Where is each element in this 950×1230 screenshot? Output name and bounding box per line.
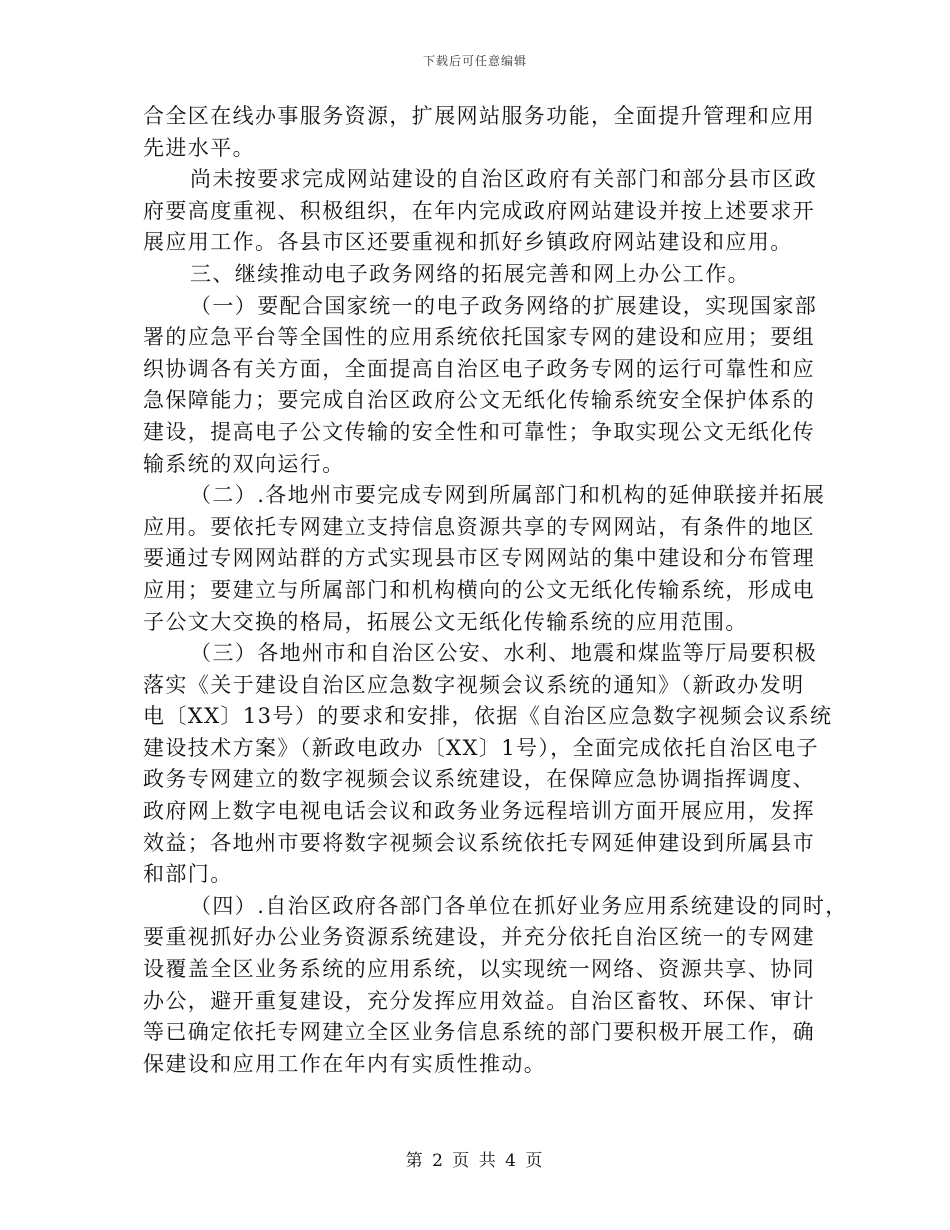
text-line: 保建设和应用工作在年内有实质性推动。 [143, 1051, 547, 1076]
text-line: 织协调各有关方面，全面提高自治区电子政务专网的运行可靠性和应 [143, 356, 815, 381]
text-line: 政务专网建立的数字视频会议系统建设，在保障应急协调指挥调度、 [143, 767, 815, 792]
text-line: 建设，提高电子公文传输的安全性和可靠性；争取实现公文无纸化传 [143, 419, 815, 444]
text-line: 落实《关于建设自治区应急数字视频会议系统的通知》（新政办发明 [143, 672, 805, 697]
text-line: （四）.自治区政府各部门各单位在抓好业务应用系统建设的同时， [190, 893, 848, 918]
text-line: 急保障能力；要完成自治区政府公文无纸化传输系统安全保护体系的 [143, 388, 815, 413]
text-line: 输系统的双向运行。 [143, 451, 345, 476]
text-line: 应用。要依托专网建立支持信息资源共享的专网网站，有条件的地区 [143, 514, 815, 539]
text-line: 和部门。 [143, 862, 233, 887]
page-header-note: 下载后可任意编辑 [422, 54, 527, 68]
text-line: 要重视抓好办公业务资源系统建设，并充分依托自治区统一的专网建 [143, 925, 815, 950]
text-line: 府要高度重视、积极组织，在年内完成政府网站建设并按上述要求开 [143, 198, 815, 223]
text-line: 先进水平。 [143, 135, 255, 160]
text-line: 效益；各地州市要将数字视频会议系统依托专网延伸建设到所属县市 [143, 830, 815, 855]
text-line: 要通过专网网站群的方式实现县市区专网网站的集中建设和分布管理 [143, 546, 815, 571]
text-line: 尚未按要求完成网站建设的自治区政府有关部门和部分县市区政 [190, 167, 818, 192]
text-line: 建设技术方案》（新政电政办〔XX〕1号），全面完成依托自治区电子 [143, 735, 820, 760]
page-number-footer: 第 2 页 共 4 页 [405, 1151, 545, 1171]
text-line: 应用；要建立与所属部门和机构横向的公文无纸化传输系统，形成电 [143, 577, 815, 602]
text-line: 三、继续推动电子政务网络的拓展完善和网上办公工作。 [190, 261, 750, 286]
document-body [143, 101, 848, 1080]
text-line: 电〔XX〕13号）的要求和安排，依据《自治区应急数字视频会议系统 [143, 704, 833, 729]
text-line: 政府网上数字电视电话会议和政务业务远程培训方面开展应用，发挥 [143, 799, 815, 824]
text-line: 设覆盖全区业务系统的应用系统，以实现统一网络、资源共享、协同 [143, 957, 815, 982]
text-line: 展应用工作。各县市区还要重视和抓好乡镇政府网站建设和应用。 [143, 230, 793, 255]
text-line: 合全区在线办事服务资源，扩展网站服务功能，全面提升管理和应用 [143, 104, 815, 128]
text-line: 等已确定依托专网建立全区业务信息系统的部门要积极开展工作，确 [143, 1020, 815, 1045]
text-line: （三）各地州市和自治区公安、水利、地震和煤监等厅局要积极 [190, 641, 818, 666]
text-line: 子公文大交换的格局，拓展公文无纸化传输系统的应用范围。 [143, 609, 748, 634]
text-line: （二）.各地州市要完成专网到所属部门和机构的延伸联接并拓展 [190, 483, 826, 508]
text-line: 署的应急平台等全国性的应用系统依托国家专网的建设和应用；要组 [143, 325, 815, 350]
text-line: 办公，避开重复建设，充分发挥应用效益。自治区畜牧、环保、审计 [143, 988, 815, 1013]
text-line: （一）要配合国家统一的电子政务网络的扩展建设，实现国家部 [190, 293, 818, 318]
